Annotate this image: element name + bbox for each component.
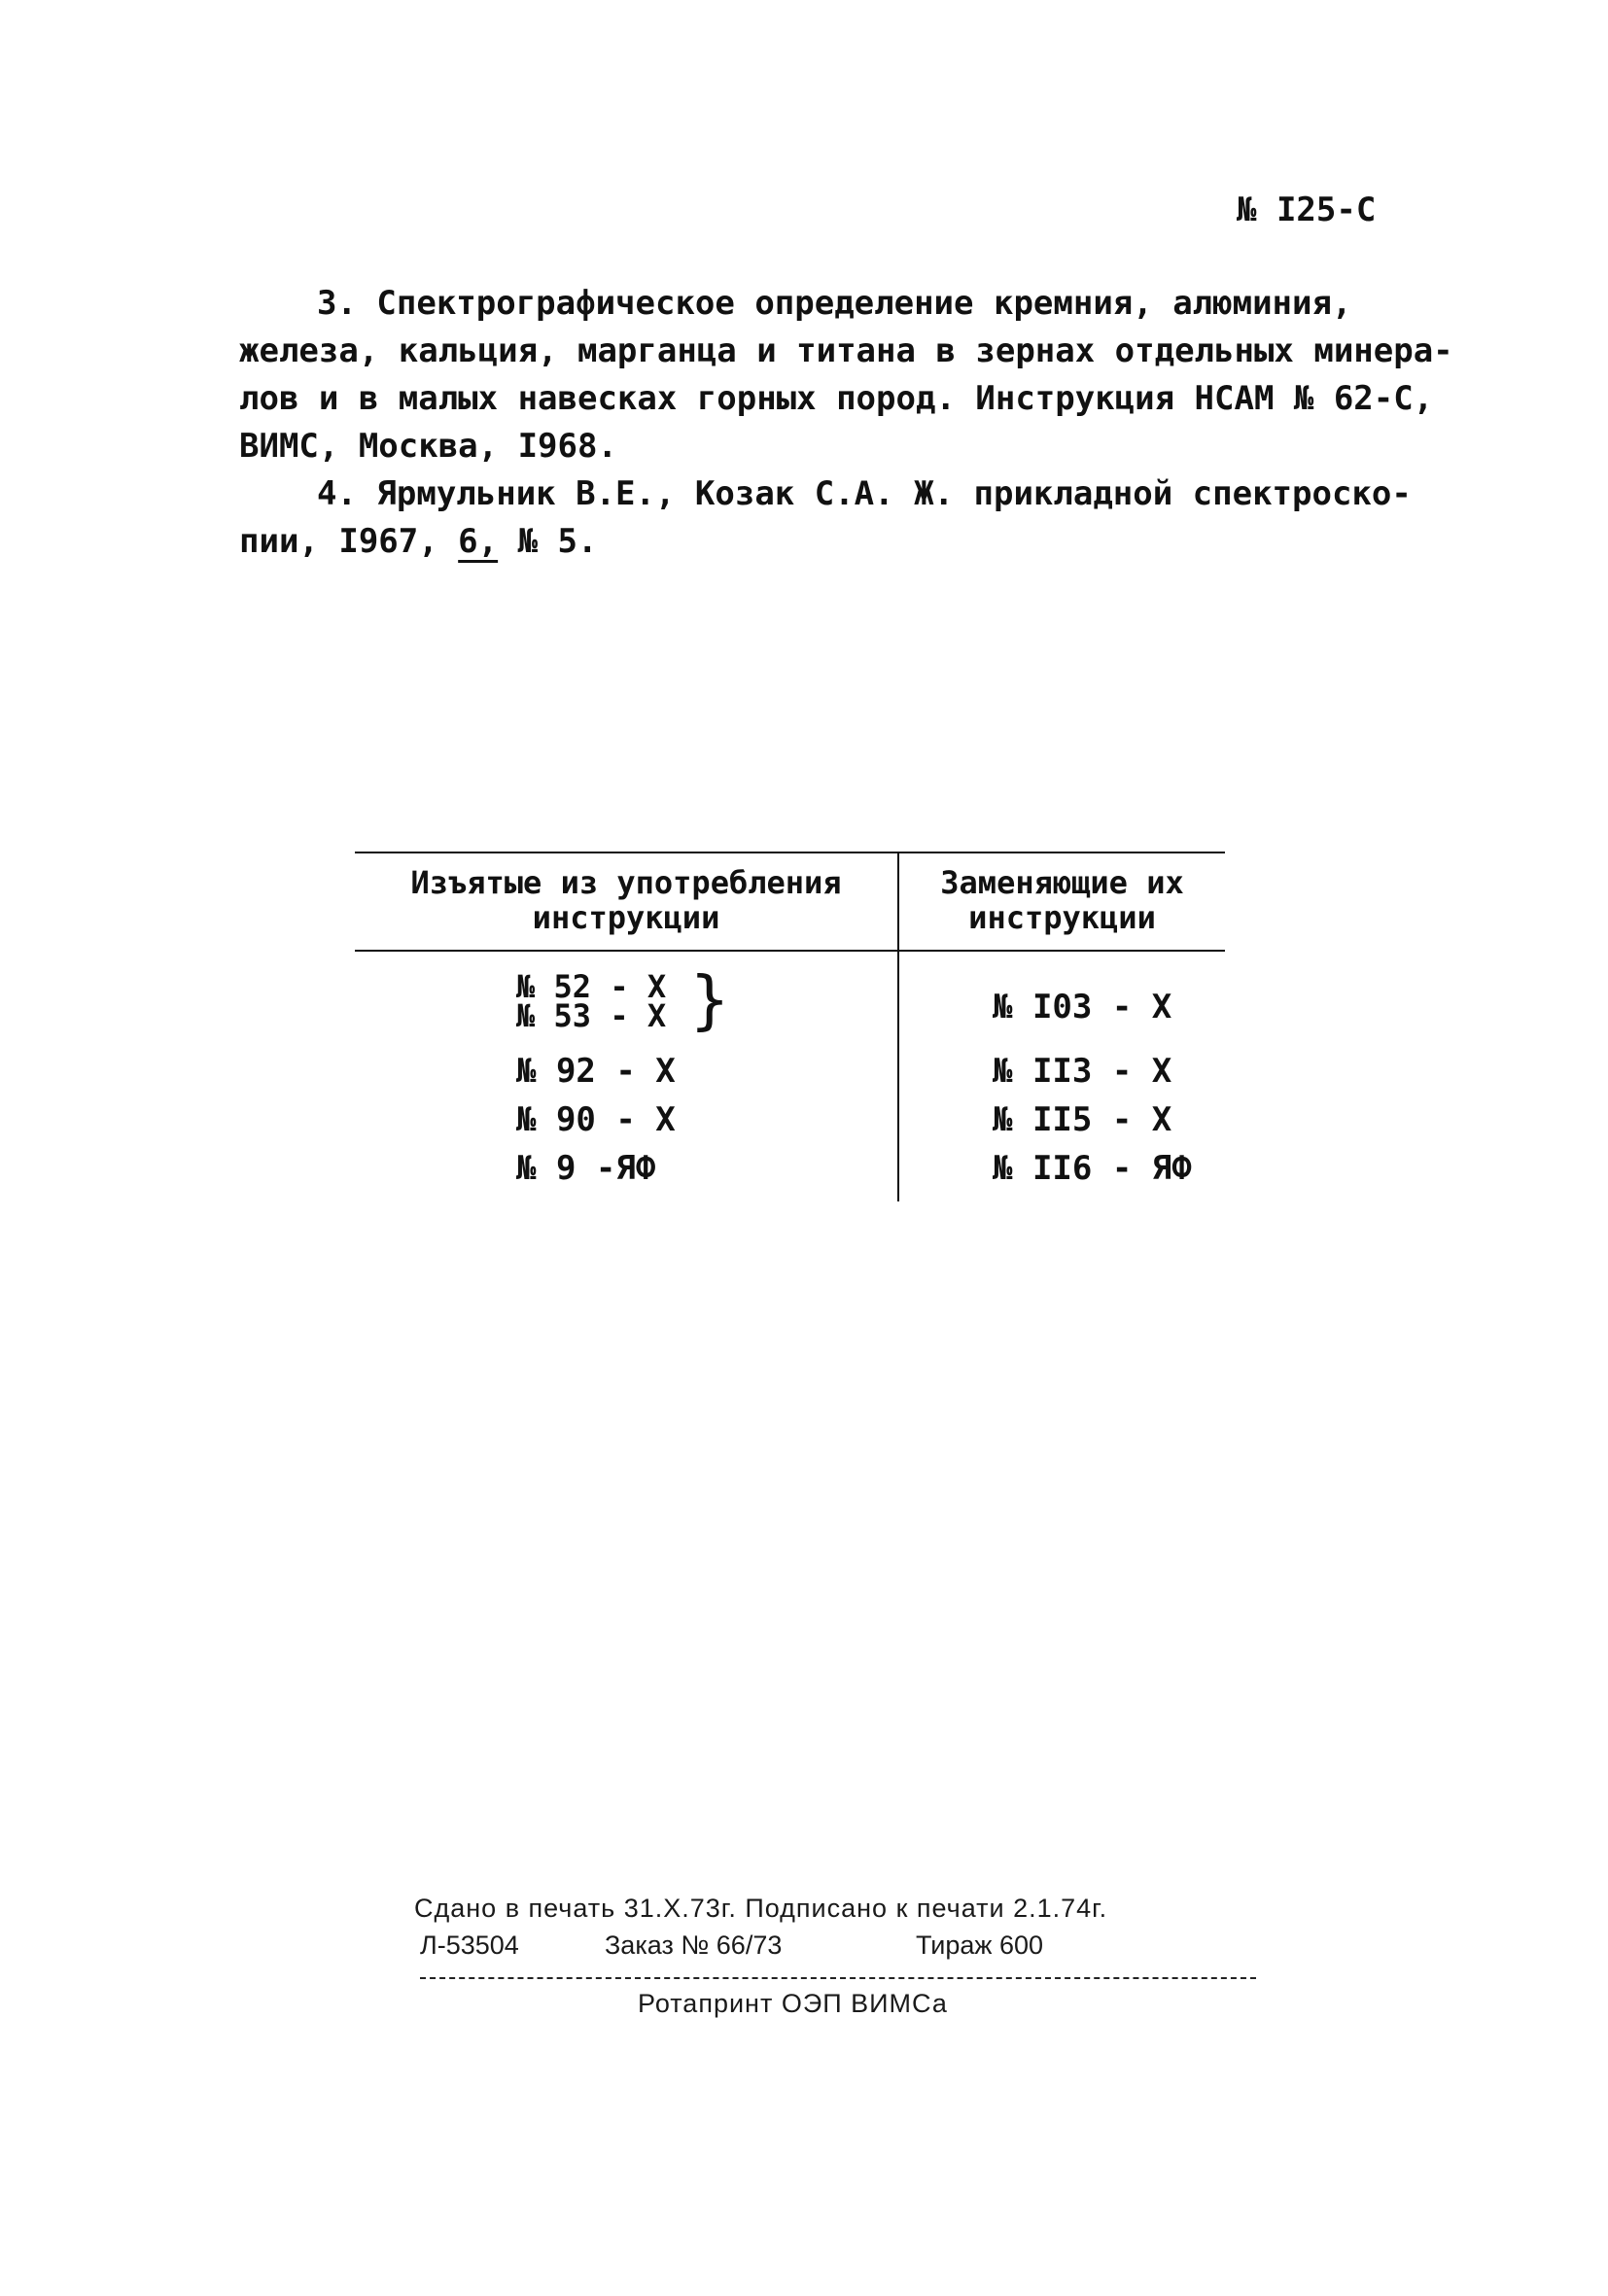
reference-4-prefix: пии, I967, [239, 522, 459, 561]
withdrawn-item: № 90 - Х [516, 1100, 676, 1139]
replacement-table [355, 852, 1225, 1201]
header-replacing-line-1: Заменяющие их [940, 864, 1184, 901]
header-replacing-line-2: инструкции [968, 899, 1156, 936]
imprint-details [420, 1931, 1043, 1961]
reference-3-line-4: ВИМС, Москва, I968. [239, 427, 617, 466]
withdrawn-item: № 52 - Х [516, 968, 667, 1005]
imprint-rule [420, 1977, 1256, 1979]
reference-3-line-1: 3. Спектрографическое определение кремния, алюминия, [317, 284, 1352, 323]
table-top-rule [355, 852, 1225, 853]
header-withdrawn-line-2: инструкции [532, 899, 720, 936]
table-header-rule [355, 950, 1225, 952]
imprint-dates: Сдано в печать 31.Х.73г. Подписано к печати 2.1.74г. [414, 1894, 1108, 1923]
replacing-item: № II3 - Х [993, 1052, 1172, 1091]
reference-4-issue: № 5. [498, 522, 598, 561]
reference-3-line-2: железа, кальция, марганца и титана в зернах отдельных минера- [239, 331, 1453, 370]
reference-4-line-2 [239, 518, 597, 566]
withdrawn-item: № 92 - Х [516, 1052, 676, 1091]
withdrawn-item: № 53 - Х [516, 997, 667, 1034]
document-number: № I25-С [1237, 191, 1377, 229]
imprint-order: Заказ № 66/73 [605, 1931, 783, 1960]
withdrawn-pair [516, 968, 667, 1034]
replacing-item: № II5 - Х [993, 1100, 1172, 1139]
replacing-item: № II6 - ЯФ [993, 1149, 1192, 1188]
imprint-l-number: Л-53504 [420, 1931, 519, 1960]
header-replacing [899, 865, 1225, 935]
reference-3-line-3: лов и в малых навесках горных пород. Инструкция НСАМ № 62-С, [239, 379, 1434, 418]
grouping-brace: } [689, 962, 730, 1037]
header-withdrawn-line-1: Изъятые из употребления [410, 864, 842, 901]
withdrawn-item: № 9 -ЯФ [516, 1149, 656, 1188]
imprint-circulation: Тираж 600 [916, 1931, 1044, 1960]
replacing-item: № I03 - Х [993, 988, 1172, 1026]
reference-4-line-1: 4. Ярмульник В.Е., Козак С.А. Ж. прикладной спектроско- [317, 474, 1412, 513]
reference-4-volume: 6, [458, 522, 499, 561]
imprint-printer: Ротапринт ОЭП ВИМСа [638, 1989, 948, 2018]
header-withdrawn [355, 865, 897, 935]
